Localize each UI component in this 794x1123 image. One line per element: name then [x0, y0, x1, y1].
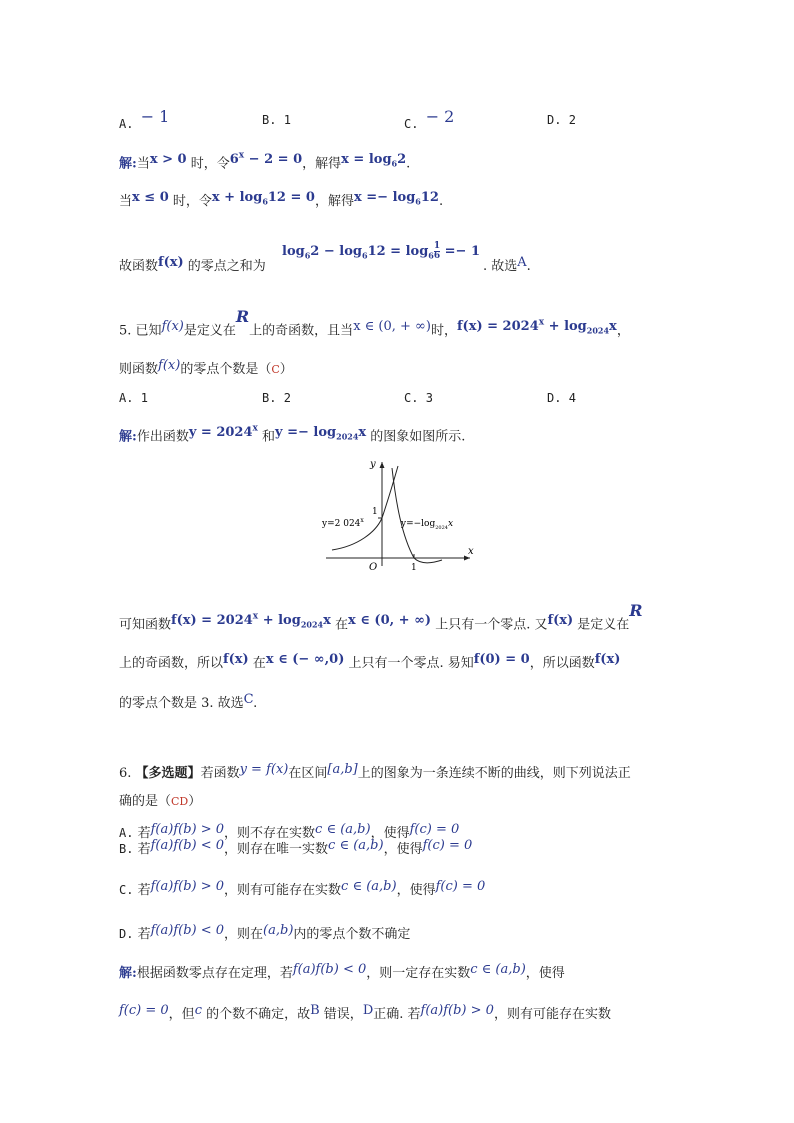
y-axis-label: y	[370, 459, 376, 470]
text: 上的奇函数，所以	[119, 656, 224, 671]
option-value: 2	[568, 113, 576, 127]
q4-option-c	[404, 107, 455, 132]
question-number: 6.	[119, 766, 132, 781]
option-label: B.	[119, 842, 134, 856]
math: f(a)f(b) > 0	[150, 879, 225, 894]
q5-line2	[119, 358, 293, 378]
text: 作出函数	[136, 429, 189, 445]
sol5-line1	[119, 425, 465, 449]
option-label: D.	[547, 113, 562, 127]
curve-exponential	[332, 466, 398, 550]
math: x ∈ (0, + ∞)	[348, 613, 432, 629]
label-neg-log: $y=-\log_{2024}x$	[401, 519, 454, 531]
math: x ≤ 0	[132, 190, 169, 205]
sol4-sum-expression: $\log_62 - \log_612 = \log_6$ $\frac{1}{6}$ =− 1	[282, 241, 481, 261]
math-R: R	[235, 307, 250, 327]
sol6-line1	[119, 962, 565, 982]
sol4-answer: . 故选A.	[483, 255, 531, 274]
text: 时，令	[186, 156, 230, 172]
math: f(a)f(b) < 0	[150, 838, 225, 853]
math: (a,b)	[263, 923, 294, 938]
option-label: C.	[119, 883, 134, 897]
option-label: B.	[262, 113, 277, 127]
math: x > 0	[149, 152, 187, 168]
math: f(0) = 0	[473, 652, 530, 667]
q5-line1	[119, 307, 630, 343]
text: .	[438, 194, 444, 209]
math: c ∈ (a,b)	[315, 822, 371, 837]
math: c ∈ (a,b)	[470, 962, 526, 977]
solution-label: 解:	[119, 966, 137, 981]
text: ，但	[168, 1007, 195, 1022]
label-exponential: y=2 024$^x$	[322, 517, 364, 529]
text: 正确. 若	[373, 1007, 421, 1022]
answer: CD	[171, 795, 189, 808]
math: $x = \log_62$	[341, 152, 407, 169]
math: f(c) = 0	[435, 879, 486, 894]
text: ，使得	[370, 826, 410, 841]
origin-label: O	[369, 562, 378, 570]
text: ）	[279, 362, 293, 377]
math: $f(x) = 2024^x + \log_{2024}x$	[456, 318, 617, 336]
curve-neg-log	[392, 468, 442, 563]
text: 的零点个数是 3. 故选	[119, 696, 244, 711]
option-label: A.	[119, 117, 134, 131]
text: 已知	[135, 323, 162, 339]
text: ，使得	[525, 966, 565, 981]
text: ，使得	[383, 842, 423, 857]
text: ，则有可能存在实数	[493, 1007, 611, 1022]
text: 错误，	[319, 1007, 363, 1022]
text: ，则不存在实数	[224, 826, 316, 841]
math: $x + \log_612 = 0$	[211, 190, 315, 207]
multi-choice-tag: 【多选题】	[135, 766, 201, 781]
option-value: 1	[283, 113, 291, 127]
math: c ∈ (a,b)	[341, 879, 397, 894]
option-label: A.	[119, 826, 134, 840]
text: ，则一定存在实数	[366, 966, 471, 981]
text: ，使得	[396, 883, 436, 898]
q4-option-d	[547, 113, 576, 127]
q4-option-a	[119, 107, 170, 132]
q6-option-c	[119, 879, 486, 899]
function-graph	[318, 454, 478, 570]
text: 的零点个数是（	[180, 362, 272, 377]
text: 若函数	[200, 766, 240, 781]
text: 故函数	[119, 259, 159, 274]
sol6-line2	[119, 1003, 611, 1023]
sol4-line3	[119, 255, 266, 275]
text: 则函数	[119, 362, 159, 377]
text: 时，令	[168, 194, 212, 209]
math: $y =- \log_{2024}x$	[275, 425, 367, 442]
math-R: R	[629, 601, 643, 621]
math: f(x)	[158, 255, 184, 270]
math: $6^x - 2 = 0$	[229, 151, 303, 168]
math: f(a)f(b) < 0	[292, 962, 367, 977]
math: $x =- \log_612$	[354, 190, 439, 207]
text: 上的奇函数，且当	[249, 323, 354, 339]
math: f(x)	[158, 358, 181, 373]
text: 当	[119, 194, 133, 209]
question-number: 5.	[119, 323, 132, 339]
sol5-line2	[119, 601, 643, 637]
q5-option-d: D. 4	[547, 391, 576, 405]
answer-letter: A	[517, 255, 527, 270]
text: 在	[248, 656, 266, 671]
text: 是定义在	[573, 617, 630, 633]
q6-option-d	[119, 923, 411, 943]
math: f(x)	[161, 319, 184, 335]
text: 上的图象为一条连续不断的曲线，则下列说法正	[357, 766, 631, 781]
text: 可知函数	[119, 617, 172, 633]
math: f(a)f(b) > 0	[150, 822, 225, 837]
math: f(x)	[547, 613, 574, 629]
answer-letter: C	[243, 692, 254, 707]
q6-line1	[119, 762, 631, 782]
option-value: − 1	[140, 107, 170, 126]
math: f(c) = 0	[422, 838, 473, 853]
text: 内的零点个数不确定	[293, 927, 411, 942]
text: ，则存在唯一实数	[224, 842, 329, 857]
text: 在	[330, 617, 348, 633]
text: ，	[616, 323, 630, 339]
text: ，解得	[302, 156, 342, 172]
math: y = f(x)	[239, 762, 289, 777]
text: ）	[188, 794, 202, 809]
math: B	[310, 1003, 320, 1018]
text: 若	[137, 826, 151, 841]
option-label: C.	[404, 117, 419, 131]
y-one-label: 1	[372, 507, 378, 517]
math: c ∈ (a,b)	[328, 838, 384, 853]
sol4-line1	[119, 152, 410, 176]
solution-label: 解:	[119, 429, 137, 445]
q6-option-b	[119, 838, 473, 858]
math: [a,b]	[327, 762, 358, 777]
math: f(c) = 0	[409, 822, 460, 837]
text: ，则在	[224, 927, 264, 942]
text: 的图象如图所示.	[366, 429, 466, 445]
option-label: D.	[119, 927, 134, 941]
text: 上只有一个零点. 又	[431, 617, 548, 633]
text: ，则有可能存在实数	[224, 883, 342, 898]
text: . 故选	[483, 259, 518, 274]
text: 确的是（	[119, 794, 172, 809]
text: 的零点之和为	[183, 259, 266, 274]
q5-option-b: B. 2	[262, 391, 291, 405]
text: 当	[136, 156, 150, 172]
math: D	[362, 1003, 374, 1018]
math: f(c) = 0	[119, 1003, 169, 1018]
text: 上只有一个零点. 易知	[344, 656, 474, 671]
sol5-line3	[119, 652, 621, 672]
answer: C	[271, 363, 280, 376]
math: $f(x) = 2024^x + \log_{2024}x$	[171, 612, 331, 630]
text: .	[406, 156, 411, 172]
text: ，所以函数	[529, 656, 595, 671]
option-value: − 2	[425, 107, 455, 126]
text: 在区间	[288, 766, 328, 781]
y-axis-arrow	[380, 462, 385, 468]
q6-line2	[119, 794, 201, 810]
text: 是定义在	[183, 323, 236, 339]
q4-option-b	[262, 113, 291, 127]
x-one-label: 1	[411, 563, 417, 570]
math: $y = 2024^x$	[188, 424, 258, 441]
sol5-line4: 的零点个数是 3. 故选C.	[119, 692, 258, 711]
math: x ∈ (0, + ∞)	[353, 319, 431, 335]
math: f(a)f(b) > 0	[420, 1003, 494, 1018]
x-axis-label: x	[468, 546, 474, 557]
math: f(a)f(b) < 0	[150, 923, 225, 938]
math: f(x)	[594, 652, 621, 667]
text: 时，	[430, 323, 457, 339]
fraction: $\frac{1}{6}$	[433, 241, 441, 261]
sol4-line2	[119, 190, 444, 214]
text: 根据函数零点存在定理，若	[136, 966, 293, 981]
math: f(x)	[223, 652, 249, 667]
math: x ∈ (− ∞,0)	[265, 652, 345, 667]
text: ，解得	[314, 194, 354, 209]
text: 和	[257, 429, 276, 445]
q5-option-a: A. 1	[119, 391, 148, 405]
text: 若	[137, 842, 151, 857]
text: 若	[137, 927, 151, 942]
text: 若	[137, 883, 151, 898]
math: c	[194, 1003, 202, 1018]
text: 的个数不确定，故	[201, 1007, 311, 1022]
q5-option-c: C. 3	[404, 391, 433, 405]
solution-label: 解:	[119, 156, 137, 172]
